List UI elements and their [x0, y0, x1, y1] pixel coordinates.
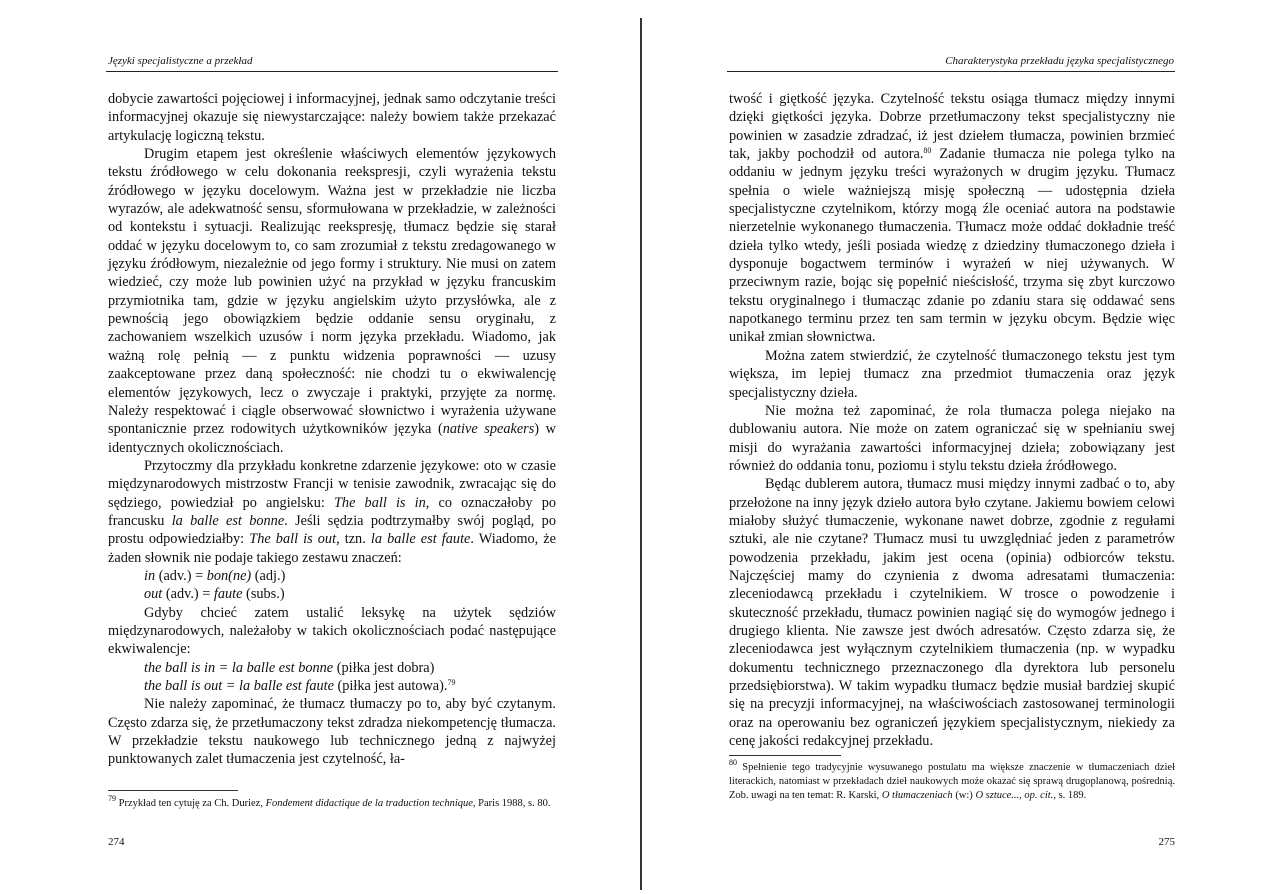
text-run: (adv.) = [162, 586, 214, 603]
text-run: (adj.) [251, 567, 286, 584]
page-number-left: 274 [108, 836, 125, 848]
paragraph [108, 145, 556, 457]
text-run: Zadanie tłumacza nie polega tylko na oddaniu w jednym języku treści wyrażonych w drugim języku. Tłumacz spełnia o wiele ważniejszą misję społeczną — udostępnia dzieła specjalistyczne czytelnikom, którzy mogą źle oceniać autora na podstawie nierzetelnie wykonanego tłumaczenia. Tłumacz może oddać dokładnie treść dzieła tylko wtedy, jeśli posiada wiedzę z dziedziny tłumaczonego dzieła i dysponuje bogactwem terminów i wyrażeń w niej używanych. W przeciwnym razie, bojąc się popełnić nieścisłość, trzyma się zbyt kurczowo tekstu oryginalnego i tłumacząc zdanie po zdaniu stara się oddawać sens napotkanego terminu przez ten sam termin w języku obcym. Będzie więc unikał zmian słownictwa. [729, 146, 1175, 346]
text-run: twość i giętkość języka. Czytelność tekstu osiąga tłumacz między innymi dzięki giętkości języka. Dobrze przetłumaczony tekst specjalistyczny nie powinien w zasadzie zdradzać, iż jest dziełem tłumacza, powinien brzmieć tak, jakby pochodził od autora. [729, 91, 1175, 163]
text-run: (piłka jest autowa). [333, 678, 448, 694]
paragraph: Nie można też zapominać, że rola tłumacza polega niejako na dublowaniu autora. Nie może on zatem ograniczać się w spełnianiu swej misji do wyrażania zawartości informacyjnej dzieła; zobowiązany jest również do oddania tonu, poziomu i stylu tekstu dzieła źródłowego. [729, 402, 1175, 474]
paragraph: Będąc dublerem autora, tłumacz musi między innymi zadbać o to, aby przełożone na inny język dzieło autora było czytane. Jakiemu bowiem celowi miałoby służyć tłumaczenie, wykonane nawet dobrze, zgodnie z regułami sztuki, ale nie czytane? Tłumacz musi tu uwzględniać jeden z parametrów powodzenia przekładu, jakim jest ocena (opinia) odbiorców tekstu. Najczęściej mamy do czynienia z dwoma adresatami tłumaczenia: zleceniodawcą przekładu i czytelnikiem. W trosce o powodzenie i skuteczność przekładu, tłumacz powinien nagiąć się do wymogów jednego i drugiego klienta. Nie zawsze jest dwóch adresatów. Często zdarza się, że zleceniodawca jest wyłącznym czytelnikiem tłumaczenia (np. w wypadku dokumentu technicznego przeznaczonego dla dyrektora lub personelu przedsiębiorstwa). W takim wypadku tłumacz będzie musiał bardziej skupić się na precyzji informacyjnej, na właściwościach zastosowanej terminologii oraz na operowaniu bez ograniczeń językiem specjalistycznym, niekiedy za cenę jakości redakcyjnej przekładu. [729, 476, 1175, 750]
footnote-ref: 79 [447, 678, 456, 687]
header-rule [727, 71, 1175, 72]
running-header-right: Charakterystyka przekładu języka specjalistycznego [945, 55, 1174, 67]
paragraph: Można zatem stwierdzić, że czytelność tłumaczonego tekstu jest tym większa, im lepiej tłumacz zna przedmiot tłumaczenia oraz język specjalistyczny dzieła. [729, 347, 1175, 401]
footnote-number: 80 [729, 758, 737, 767]
italic-term: O tłumaczeniach [881, 790, 953, 801]
footnote-ref: 80 [923, 146, 932, 156]
page-number-right: 275 [1158, 836, 1175, 848]
paragraph: Gdyby chcieć zatem ustalić leksykę na użytek sędziów międzynarodowych, należałoby w takich okolicznościach podać następujące ekwiwalencje: [108, 604, 556, 658]
text-run: Spełnienie tego tradycyjnie wysuwanego postulatu ma większe znaczenie w tłumaczeniach dzieł literackich, natomiast w przekładach dzieł naukowych może okazać się sprawą drugoplanową, pośrednią. Zob. uwagi na ten temat: R. Karski, [729, 762, 1175, 801]
italic-term: la balle est bonne [171, 512, 285, 529]
italic-term: Fondement didactique de la traduction technique [265, 798, 473, 809]
paragraph [729, 90, 1175, 347]
left-body-text [108, 90, 556, 769]
running-header-left: Języki specjalistyczne a przekład [108, 55, 253, 67]
header-rule [106, 71, 558, 72]
right-body-text [729, 90, 1175, 750]
example-line [108, 677, 556, 695]
italic-term: faute [213, 586, 243, 603]
text-run: Drugim etapem jest określenie właściwych elementów językowych tekstu źródłowego w celu dokonania reekspresji, czyli wyrażenia tekstu źródłowego w języku docelowym. Ważna jest w przekładzie nie liczba wyrazów, ale adekwatność sensu, sformułowana w przekładzie, w zależności od kontekstu i sytuacji. Realizując reekspresję, tłumacz będzie się starał oddać w języku docelowym to, co sam zrozumiał z tekstu zredagowanego w języku źródłowym, niezależnie od jego formy i struktury. Nie musi on zatem wiedzieć, czy może lub powinien użyć na przykład w języku francuskim przymiotnika tam, gdzie w języku angielskim użyto przysłówka, ale z pewnością jego obowiązkiem będzie oddanie sensu oryginału, z zachowaniem wszelkich uzusów i norm języka przekładu. Wiadomo, jak ważną rolę pełnią — z punktu widzenia poprawności — uzusy zaakceptowane przez daną społeczność: nie chodzi tu o ekwiwalencję elementów językowych, lecz o zwyczaje i praktyki, przyjęte za normę. Należy respektować i ciągle obserwować słownictwo i wyrażenia używane spontanicznie przez rodowitych użytkowników języka ( [108, 146, 556, 438]
italic-term: out [144, 586, 163, 603]
text-run: . Jeśli sędzia podtrzymałby swój pogląd, po prostu odpowiedziałby: [108, 512, 556, 548]
italic-term: the ball is out = la balle est faute [144, 678, 334, 694]
text-run: , tzn. [336, 531, 371, 548]
italic-term: bon(ne) [206, 567, 252, 584]
text-run: Przytoczmy dla przykładu konkretne zdarzenie językowe: oto w czasie międzynarodowych mistrzostw Francji w tenisie zawodnik, zwracając się do sędziego, powiedział po angielsku: [108, 457, 556, 511]
text-run: , s. 189. [1053, 790, 1087, 801]
example-line [108, 567, 556, 585]
footnote [729, 758, 1175, 803]
example-line [108, 585, 556, 603]
example-line [108, 659, 556, 677]
italic-term: The ball is in [333, 494, 426, 511]
text-run: (adv.) = [155, 567, 207, 584]
italic-term: The ball is out [249, 531, 337, 548]
paragraph: dobycie zawartości pojęciowej i informacyjnej, jednak samo odczytanie treści informacyjnej okazuje się niewystarczające: należy bowiem także przekazać artykulację logiczną tekstu. [108, 91, 556, 144]
italic-term: la balle est faute [370, 531, 471, 548]
text-run: (w:) [952, 790, 976, 801]
text-run: , co oznaczałoby po francusku [108, 494, 556, 529]
text-run: (piłka jest dobra) [333, 659, 435, 676]
text-run: (subs.) [242, 586, 285, 603]
footnote-number: 79 [108, 794, 116, 803]
right-page [631, 0, 1262, 894]
text-run: Przykład ten cytuję za Ch. Duriez, [116, 798, 266, 809]
footnote [108, 794, 556, 811]
text-run: ) w identycznych okolicznościach. [108, 421, 556, 456]
italic-term: in [144, 567, 156, 584]
paragraph [108, 457, 556, 567]
paragraph: Nie należy zapominać, że tłumacz tłumaczy po to, aby być czytanym. Często zdarza się, że przetłumaczony tekst zdradza niekompetencję tłumacza. W przekładzie tekstu naukowego lub technicznego jedną z najwyżej punktowanych zalet tłumaczenia jest czytelność, ła- [108, 696, 556, 768]
text-run: , Paris 1988, s. 80. [472, 798, 551, 809]
footnote-rule [729, 755, 841, 756]
text-run: . Wiadomo, że żaden słownik nie podaje takiego zestawu znaczeń: [108, 531, 556, 566]
footnote-rule [108, 790, 238, 791]
italic-term: native speakers [442, 421, 535, 438]
italic-term: O sztuce..., op. cit. [975, 790, 1054, 801]
italic-term: the ball is in = la balle est bonne [144, 659, 334, 676]
